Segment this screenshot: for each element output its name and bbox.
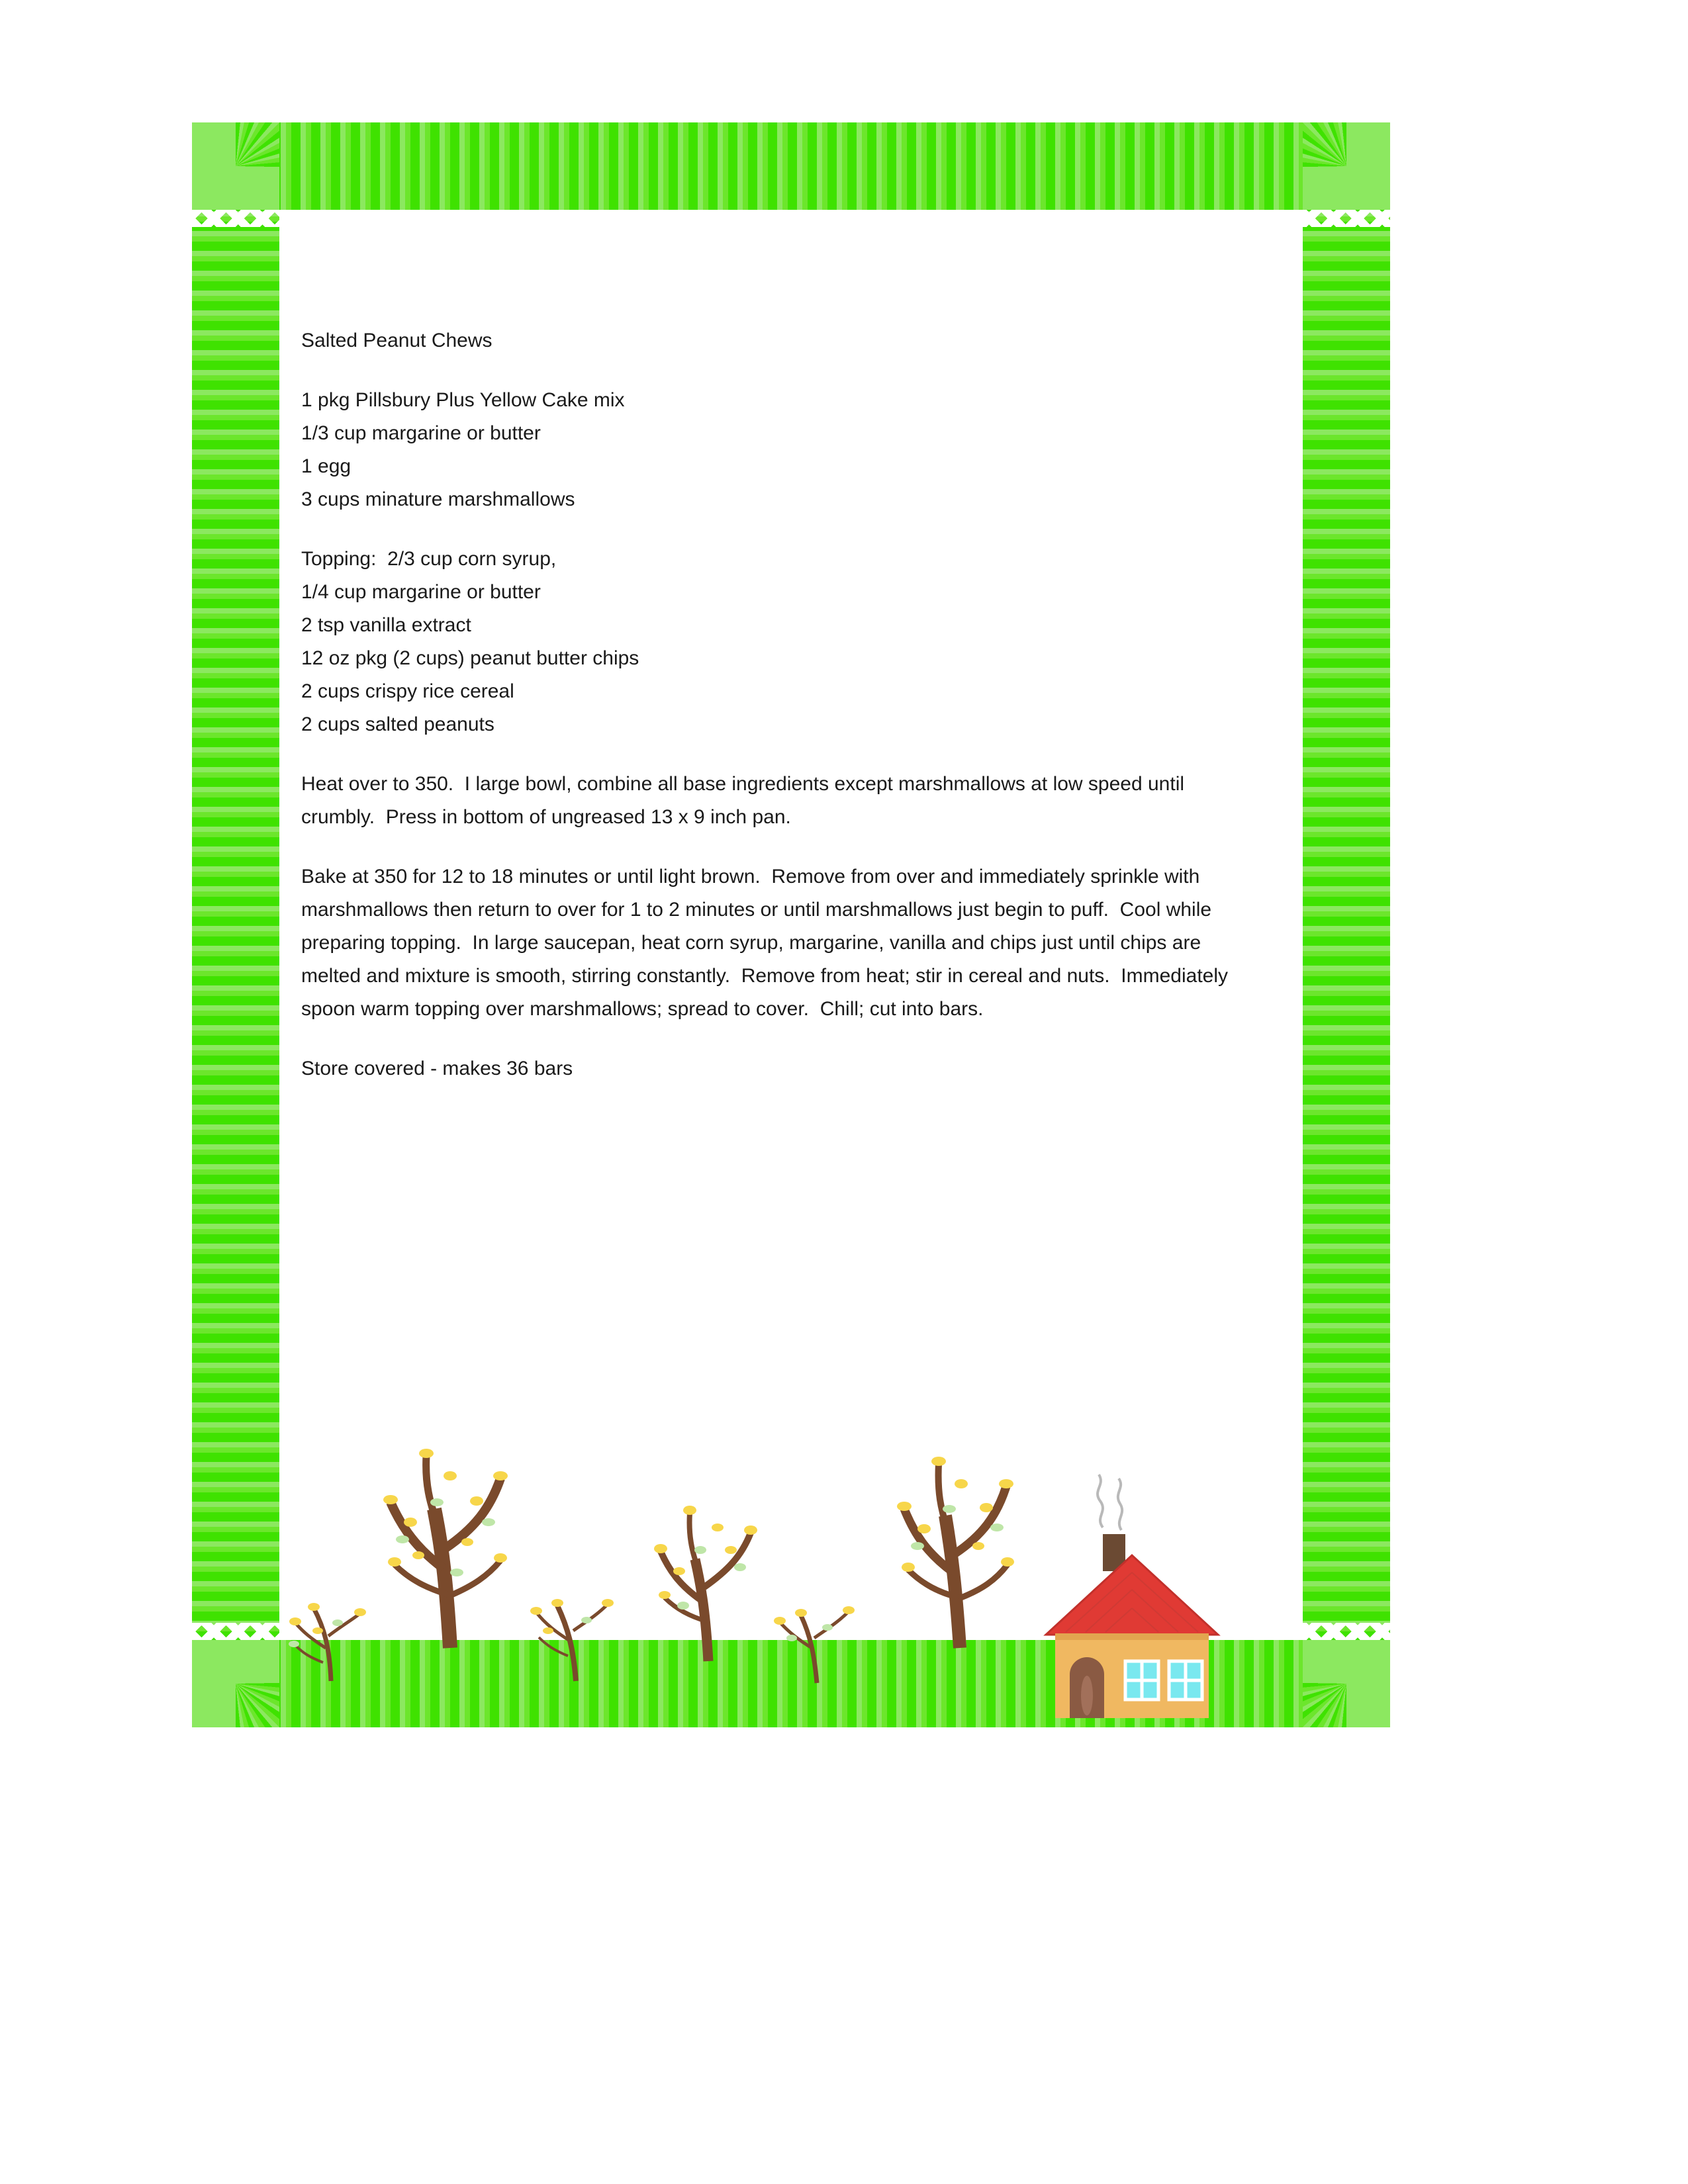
border-corner-fan-top-left: [192, 122, 279, 210]
ingredient-line: 1/4 cup margarine or butter: [301, 581, 541, 603]
border-corner-fan-bottom-left: [192, 1640, 279, 1727]
border-band-top: [192, 122, 1390, 210]
page-title: Salted Peanut Chews: [301, 330, 492, 351]
ingredient-line: 12 oz pkg (2 cups) peanut butter chips: [301, 647, 639, 669]
instruction-paragraph: Bake at 350 for 12 to 18 minutes or until light brown. Remove from over and immediately sprinkle with marshmallows then return to over for 1 to 2 minutes or until marshmallows just begin to puff. Cool while preparing topping. In large saucepan, heat corn syrup, margarine, vanilla and chips just until chips are melted and mixture is smooth, stirring constantly. Remove from heat; stir in cereal and nuts. Immediately spoon warm topping over marshmallows; spread to cover. Chill; cut into bars.: [301, 866, 1234, 1020]
instructions-bake-block: [301, 860, 1248, 1026]
ingredient-line: 1 pkg Pillsbury Plus Yellow Cake mix: [301, 389, 625, 411]
ingredient-line: 1 egg: [301, 455, 352, 477]
instruction-paragraph: Heat over to 350. I large bowl, combine all base ingredients except marshmallows at low speed until crumbly. Press in bottom of ungreased 13 x 9 inch pan.: [301, 773, 1190, 828]
storage-note: Store covered - makes 36 bars: [301, 1058, 573, 1079]
topping-ingredients-block: [301, 543, 1248, 741]
storage-block: [301, 1052, 1248, 1085]
border-band-right: [1303, 122, 1390, 1727]
recipe-text: [301, 324, 1248, 1112]
base-ingredients-block: [301, 384, 1248, 516]
border-corner-fan-bottom-right: [1303, 1640, 1390, 1727]
border-band-bottom: [192, 1640, 1390, 1727]
ingredient-line: 2 tsp vanilla extract: [301, 614, 471, 636]
ingredient-line: 2 cups salted peanuts: [301, 713, 494, 735]
ingredient-line: 3 cups minature marshmallows: [301, 488, 575, 510]
border-corner-fan-top-right: [1303, 122, 1390, 210]
border-band-left: [192, 122, 279, 1727]
instructions-prep-block: [301, 768, 1248, 834]
recipe-title-block: [301, 324, 1248, 357]
ingredient-line: 2 cups crispy rice cereal: [301, 680, 514, 702]
ingredient-line: Topping: 2/3 cup corn syrup,: [301, 548, 557, 570]
ingredient-line: 1/3 cup margarine or butter: [301, 422, 541, 444]
